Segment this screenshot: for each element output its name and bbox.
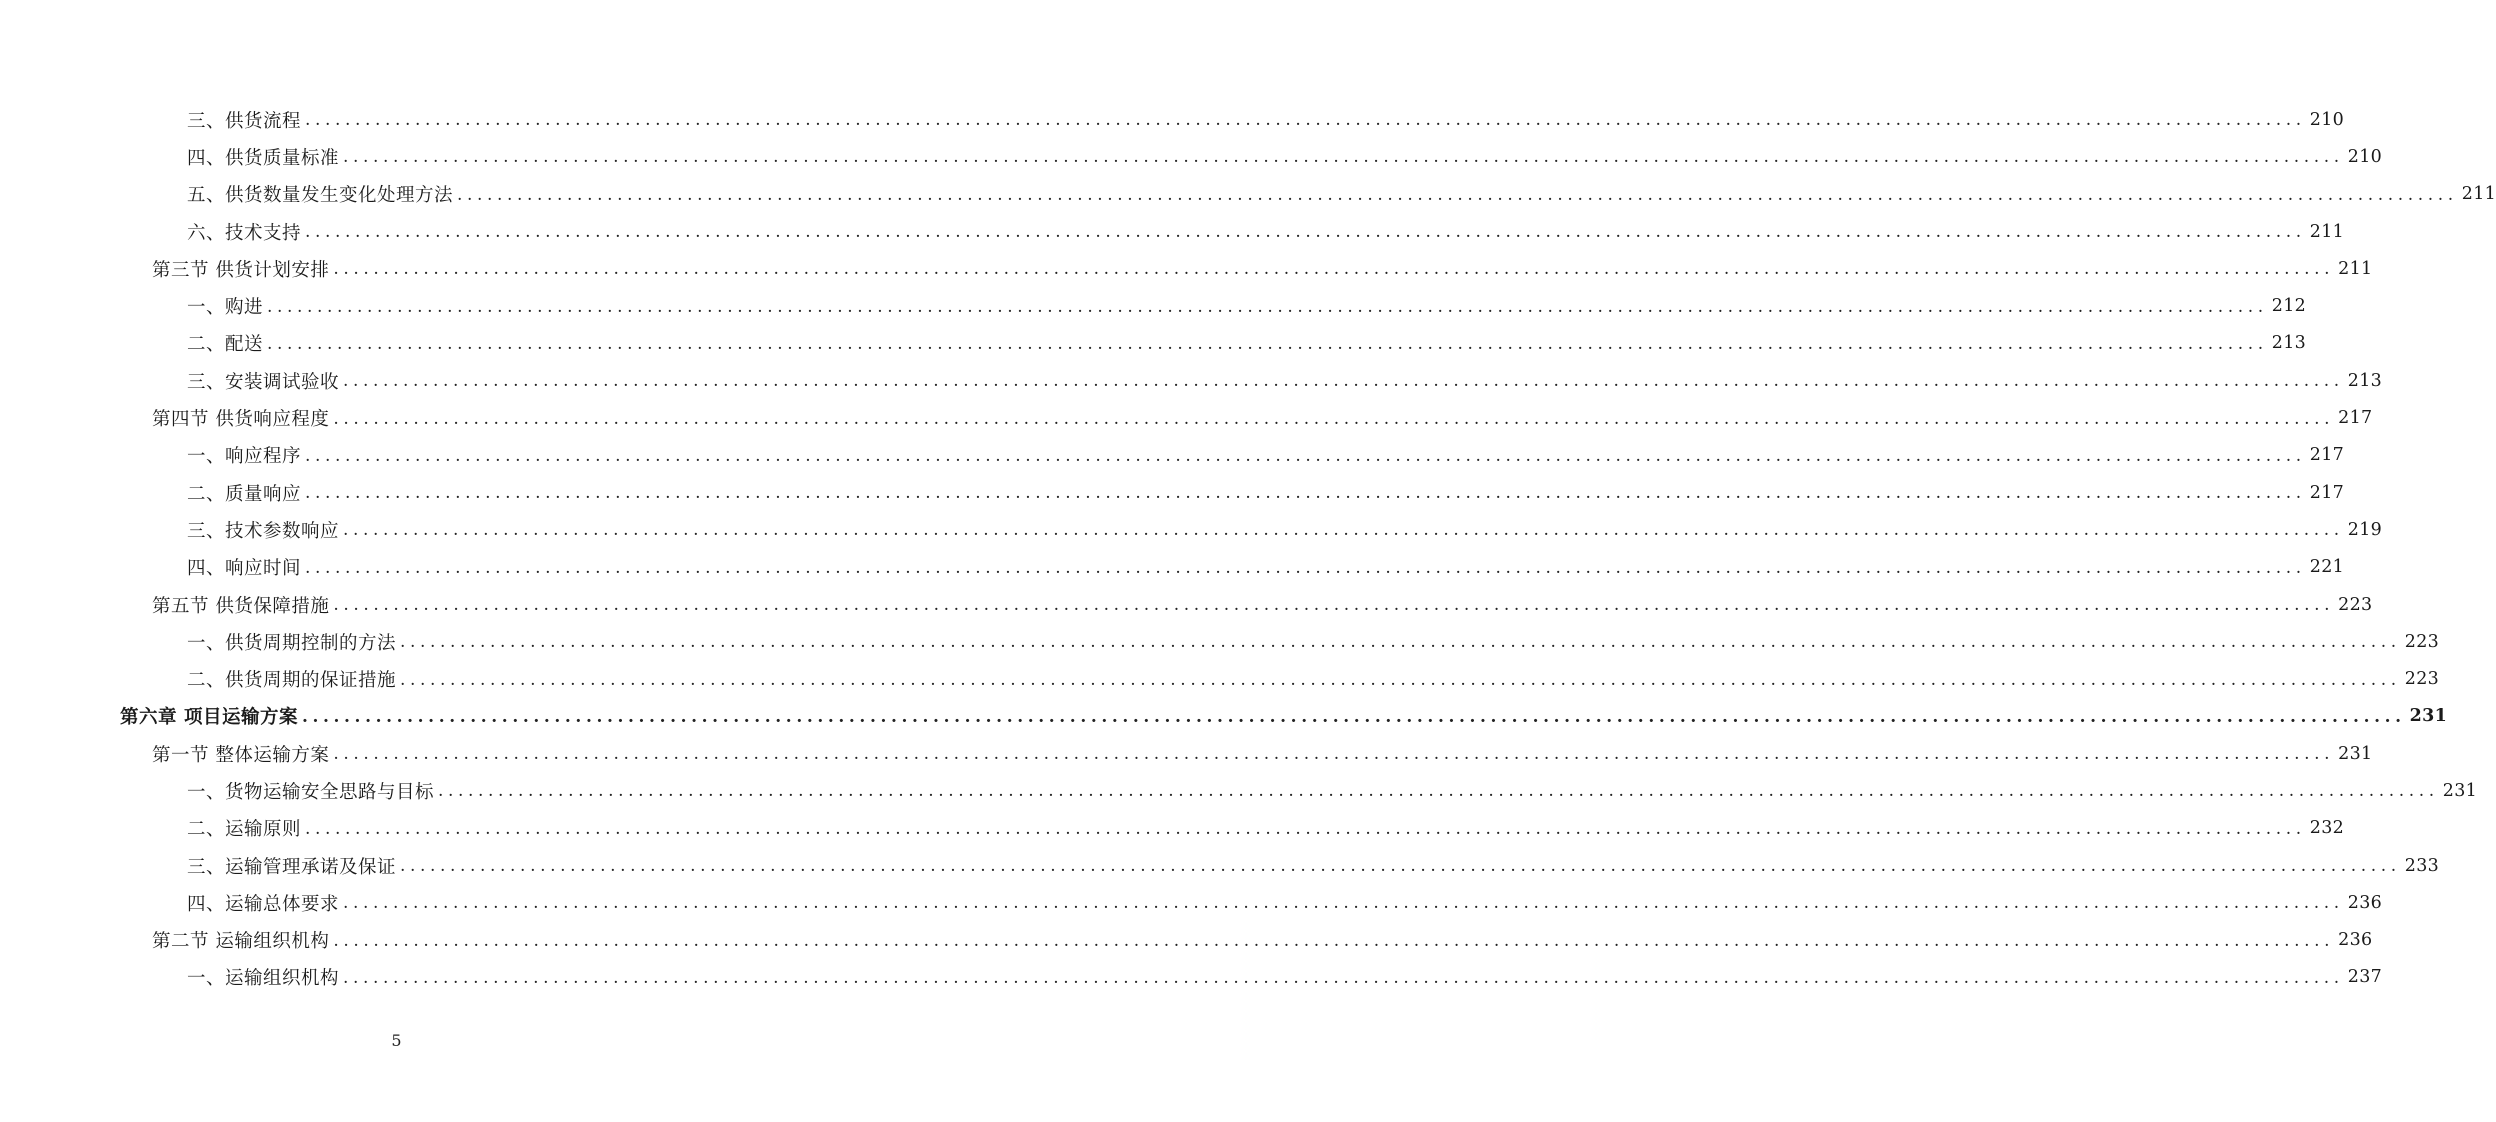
toc-subsection-entry[interactable] [0,176,2496,213]
toc-entry-page-number: 211 [2461,184,2496,205]
dot-leader: ........................................................................................................................................................................................................ [343,520,2344,541]
toc-entry-title: 三、技术参数响应 [187,520,340,542]
table-of-contents [0,101,2496,996]
toc-entry-title: 第四节 供货响应程度 [152,409,330,431]
toc-entry-title: 一、响应程序 [187,446,302,468]
toc-entry-page-number: 217 [2309,445,2345,466]
toc-entry-page-number: 210 [2347,146,2383,167]
toc-entry-title: 二、配送 [187,334,264,356]
toc-entry-title: 二、供货周期的保证措施 [187,670,397,692]
toc-entry-page-number: 236 [2347,892,2383,913]
toc-subsection-entry[interactable] [0,884,2383,921]
toc-subsection-entry[interactable] [0,772,2478,809]
toc-entry-page-number: 231 [2338,743,2373,764]
toc-subsection-entry[interactable] [0,959,2383,996]
toc-subsection-entry[interactable] [0,213,2345,250]
toc-entry-title: 第五节 供货保障措施 [152,595,330,617]
toc-section-entry[interactable] [0,586,2373,623]
toc-entry-page-number: 219 [2347,519,2383,540]
toc-entry-page-number: 233 [2404,855,2440,876]
toc-entry-title: 四、供货质量标准 [187,147,340,169]
toc-entry-title: 二、运输原则 [187,819,302,841]
dot-leader: ........................................................................................................................................................................................................ [301,706,2406,727]
toc-subsection-entry[interactable] [0,101,2345,138]
dot-leader: ........................................................................................................................................................................................................ [305,222,2306,243]
toc-chapter-entry[interactable] [0,698,2448,735]
toc-entry-page-number: 217 [2309,482,2345,503]
page-number: 5 [391,1031,402,1050]
toc-entry-page-number: 232 [2309,818,2345,839]
toc-entry-title: 三、运输管理承诺及保证 [187,856,397,878]
dot-leader: ........................................................................................................................................................................................................ [267,296,2268,317]
dot-leader: ........................................................................................................................................................................................................ [343,893,2344,914]
toc-entry-page-number: 211 [2338,258,2373,279]
toc-subsection-entry[interactable] [0,325,2307,362]
toc-subsection-entry[interactable] [0,511,2383,548]
toc-entry-page-number: 237 [2347,967,2383,988]
dot-leader: ........................................................................................................................................................................................................ [457,184,2458,205]
dot-leader: ........................................................................................................................................................................................................ [343,967,2344,988]
toc-subsection-entry[interactable] [0,474,2345,511]
toc-entry-page-number: 217 [2338,408,2373,429]
toc-subsection-entry[interactable] [0,623,2440,660]
toc-subsection-entry[interactable] [0,810,2345,847]
toc-entry-page-number: 211 [2309,221,2345,242]
toc-subsection-entry[interactable] [0,847,2440,884]
toc-entry-title: 一、供货周期控制的方法 [187,632,397,654]
toc-entry-title: 三、供货流程 [187,110,302,132]
toc-entry-page-number: 210 [2309,109,2345,130]
toc-section-entry[interactable] [0,399,2373,436]
toc-entry-title: 一、购进 [187,297,264,319]
toc-section-entry[interactable] [0,250,2373,287]
dot-leader: ........................................................................................................................................................................................................ [343,147,2344,168]
toc-entry-title: 二、质量响应 [187,483,302,505]
toc-entry-page-number: 223 [2338,594,2373,615]
dot-leader: ........................................................................................................................................................................................................ [305,110,2306,131]
dot-leader: ........................................................................................................................................................................................................ [267,333,2268,354]
toc-subsection-entry[interactable] [0,437,2345,474]
toc-entry-title: 一、运输组织机构 [187,968,340,990]
toc-entry-title: 四、响应时间 [187,558,302,580]
dot-leader: ........................................................................................................................................................................................................ [343,371,2344,392]
toc-entry-page-number: 221 [2309,557,2345,578]
toc-entry-title: 五、供货数量发生变化处理方法 [187,185,454,207]
dot-leader: ........................................................................................................................................................................................................ [305,818,2306,839]
toc-entry-page-number: 231 [2409,706,2448,727]
toc-entry-title: 一、货物运输安全思路与目标 [187,781,435,803]
dot-leader: ........................................................................................................................................................................................................ [305,445,2306,466]
toc-entry-page-number: 231 [2442,780,2478,801]
toc-entry-page-number: 213 [2347,370,2383,391]
toc-entry-title: 四、运输总体要求 [187,893,340,915]
toc-subsection-entry[interactable] [0,549,2345,586]
toc-entry-page-number: 223 [2404,669,2440,690]
dot-leader: ........................................................................................................................................................................................................ [333,744,2335,765]
dot-leader: ........................................................................................................................................................................................................ [400,856,2401,877]
toc-section-entry[interactable] [0,922,2373,959]
toc-entry-title: 第二节 运输组织机构 [152,931,330,953]
dot-leader: ........................................................................................................................................................................................................ [400,669,2401,690]
dot-leader: ........................................................................................................................................................................................................ [333,408,2335,429]
dot-leader: ........................................................................................................................................................................................................ [333,259,2335,280]
toc-entry-page-number: 213 [2271,333,2307,354]
toc-entry-title: 三、安装调试验收 [187,371,340,393]
dot-leader: ........................................................................................................................................................................................................ [438,781,2439,802]
dot-leader: ........................................................................................................................................................................................................ [305,483,2306,504]
toc-entry-title: 第三节 供货计划安排 [152,259,330,281]
toc-subsection-entry[interactable] [0,138,2383,175]
toc-entry-page-number: 236 [2338,930,2373,951]
toc-entry-page-number: 212 [2271,296,2307,317]
toc-entry-title: 第六章 项目运输方案 [120,707,298,729]
toc-entry-title: 第一节 整体运输方案 [152,744,330,766]
dot-leader: ........................................................................................................................................................................................................ [400,632,2401,653]
toc-subsection-entry[interactable] [0,660,2440,697]
toc-entry-title: 六、技术支持 [187,222,302,244]
dot-leader: ........................................................................................................................................................................................................ [305,557,2306,578]
dot-leader: ........................................................................................................................................................................................................ [333,930,2335,951]
toc-subsection-entry[interactable] [0,362,2383,399]
toc-entry-page-number: 223 [2404,631,2440,652]
toc-section-entry[interactable] [0,735,2373,772]
toc-subsection-entry[interactable] [0,287,2307,324]
dot-leader: ........................................................................................................................................................................................................ [333,595,2335,615]
